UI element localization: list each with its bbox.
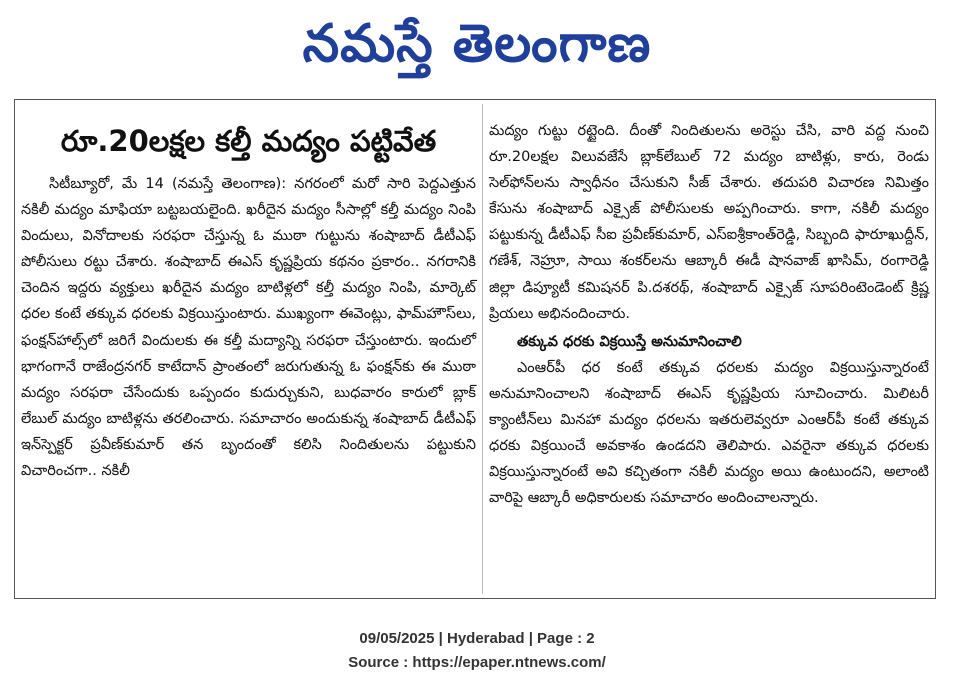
footer-source: Source : https://epaper.ntnews.com/ [348,654,606,671]
article-subheading: తక్కువ ధరకు విక్రయిస్తే అనుమానించాలి [517,333,742,350]
article-body-left: సిటీబ్యూరో, మే 14 (నమస్తే తెలంగాణ): నగరంలో మరో సారి పెద్దఎత్తున నకిలీ మద్యం మాఫియా బట్టబయలైంది. ఖరీదైన మద్యం సీసాల్లో కల్తీ మద్యం నింపి విందులు, వినోదాలకు సరఫరా చేస్తున్న ఓ ముఠా గుట్టును శంషాబాద్ డీటీఎఫ్ పోలీసులు రట్టు చేశారు. శంషాబాద్ ఈఎస్ కృష్ణప్రియ కథనం ప్రకారం.. నగరానికి చెందిన ఇద్దరు వ్యక్తులు ఖరీదైన మద్యం బాటిళ్లలో కల్తీ మద్యం నింపి, మార్కెట్ ధరల కంటే తక్కువ ధరలకు విక్రయిస్తుంటారు. ముఖ్యంగా ఈవెంట్లు, ఫామ్‌హౌస్‌లు, ఫంక్షన్‌హాల్స్‌లో జరిగే విందులకు ఈ కల్తీ మద్యాన్ని సరఫరా చేస్తుంటారు. ఇందులో భాగంగానే రాజేంద్రనగర్ కాటేదాన్ ప్రాంతంలో జరుగుతున్న ఓ ఫంక్షన్‌కు ఈ ముఠా మద్యం సరఫరా చేసేందుకు ఒప్పందం కుదుర్చుకుని, బుధవారం కారులో బ్లాక్ లేబుల్ మద్యం బాటిళ్లను తరలించారు. సమాచారం అందుకున్న శంషాబాద్ డీటీఎఫ్ ఇన్‌స్పెక్టర్ ప్రవీణ్‌కుమార్ తన బృందంతో కలిసి నిందితులను పట్టుకుని విచారించగా.. నకిలీ [21,176,476,480]
footer-date-page: 09/05/2025 | Hyderabad | Page : 2 [359,630,595,647]
article-right-column [489,100,929,511]
newspaper-logo: నమస్తే తెలంగాణ [302,13,652,74]
column-divider [482,104,483,594]
article-body-right-2: ఎంఆర్‌పీ ధర కంటే తక్కువ ధరలకు మద్యం విక్రయిస్తున్నారంటే అనుమానించాలని శంషాబాద్ ఈఎస్ కృష్ణప్రియ సూచించారు. మిలిటరీ క్యాంటీన్‌లు మినహా మద్యం ధరలను ఇతరులెవ్వరూ ఎంఆర్‌పీ కంటే తక్కువ ధరకు విక్రయించే అవకాశం ఉండదని తెలిపారు. ఎవరైనా తక్కువ ధరలకు విక్రయిస్తున్నారంటే అవి కచ్చితంగా నకిలీ మద్యం అయి ఉంటుందని, అలాంటి వారిపై ఆబ్కారీ అధికారులకు సమాచారం అందించాలన్నారు. [489,359,929,507]
masthead [0,4,954,84]
article-headline: రూ.20లక్షల కల్తీ మద్యం పట్టివేత [60,124,437,158]
article-clipping [14,99,936,599]
article-body-right: మద్యం గుట్టు రట్టైంది. దీంతో నిందితులను అరెస్టు చేసి, వారి వద్ద నుంచి రూ.20లక్షల విలువజేసే బ్లాక్‌లేబుల్ 72 మద్యం బాటిళ్లు, కారు, రెండు సెల్‌ఫోన్‌లను స్వాధీనం చేసుకుని సీజ్ చేశారు. తదుపరి విచారణ నిమిత్తం కేసును శంషాబాద్ ఎక్సైజ్ పోలీసులకు అప్పగించారు. కాగా, నకిలీ మద్యం పట్టుకున్న డీటీఎఫ్ సీఐ ప్రవీణ్‌కుమార్, ఎస్ఐశ్రీకాంత్‌రెడ్డి, సిబ్బంది ఫారూఖుద్దీన్, గణేశ్, నెహ్రూ, సాయి శంకర్‌లను ఆబ్కారీ ఈడీ షానవాజ్ ఖాసిమ్, రంగారెడ్డి జిల్లా డిప్యూటీ కమిషనర్ పి.దశరథ్, శంషాబాద్ ఎక్సైజ్ సూపరింటెండెంట్ క్రిష్ణ ప్రియలు అభినందించారు. [489,123,929,322]
article-left-column [21,100,476,484]
